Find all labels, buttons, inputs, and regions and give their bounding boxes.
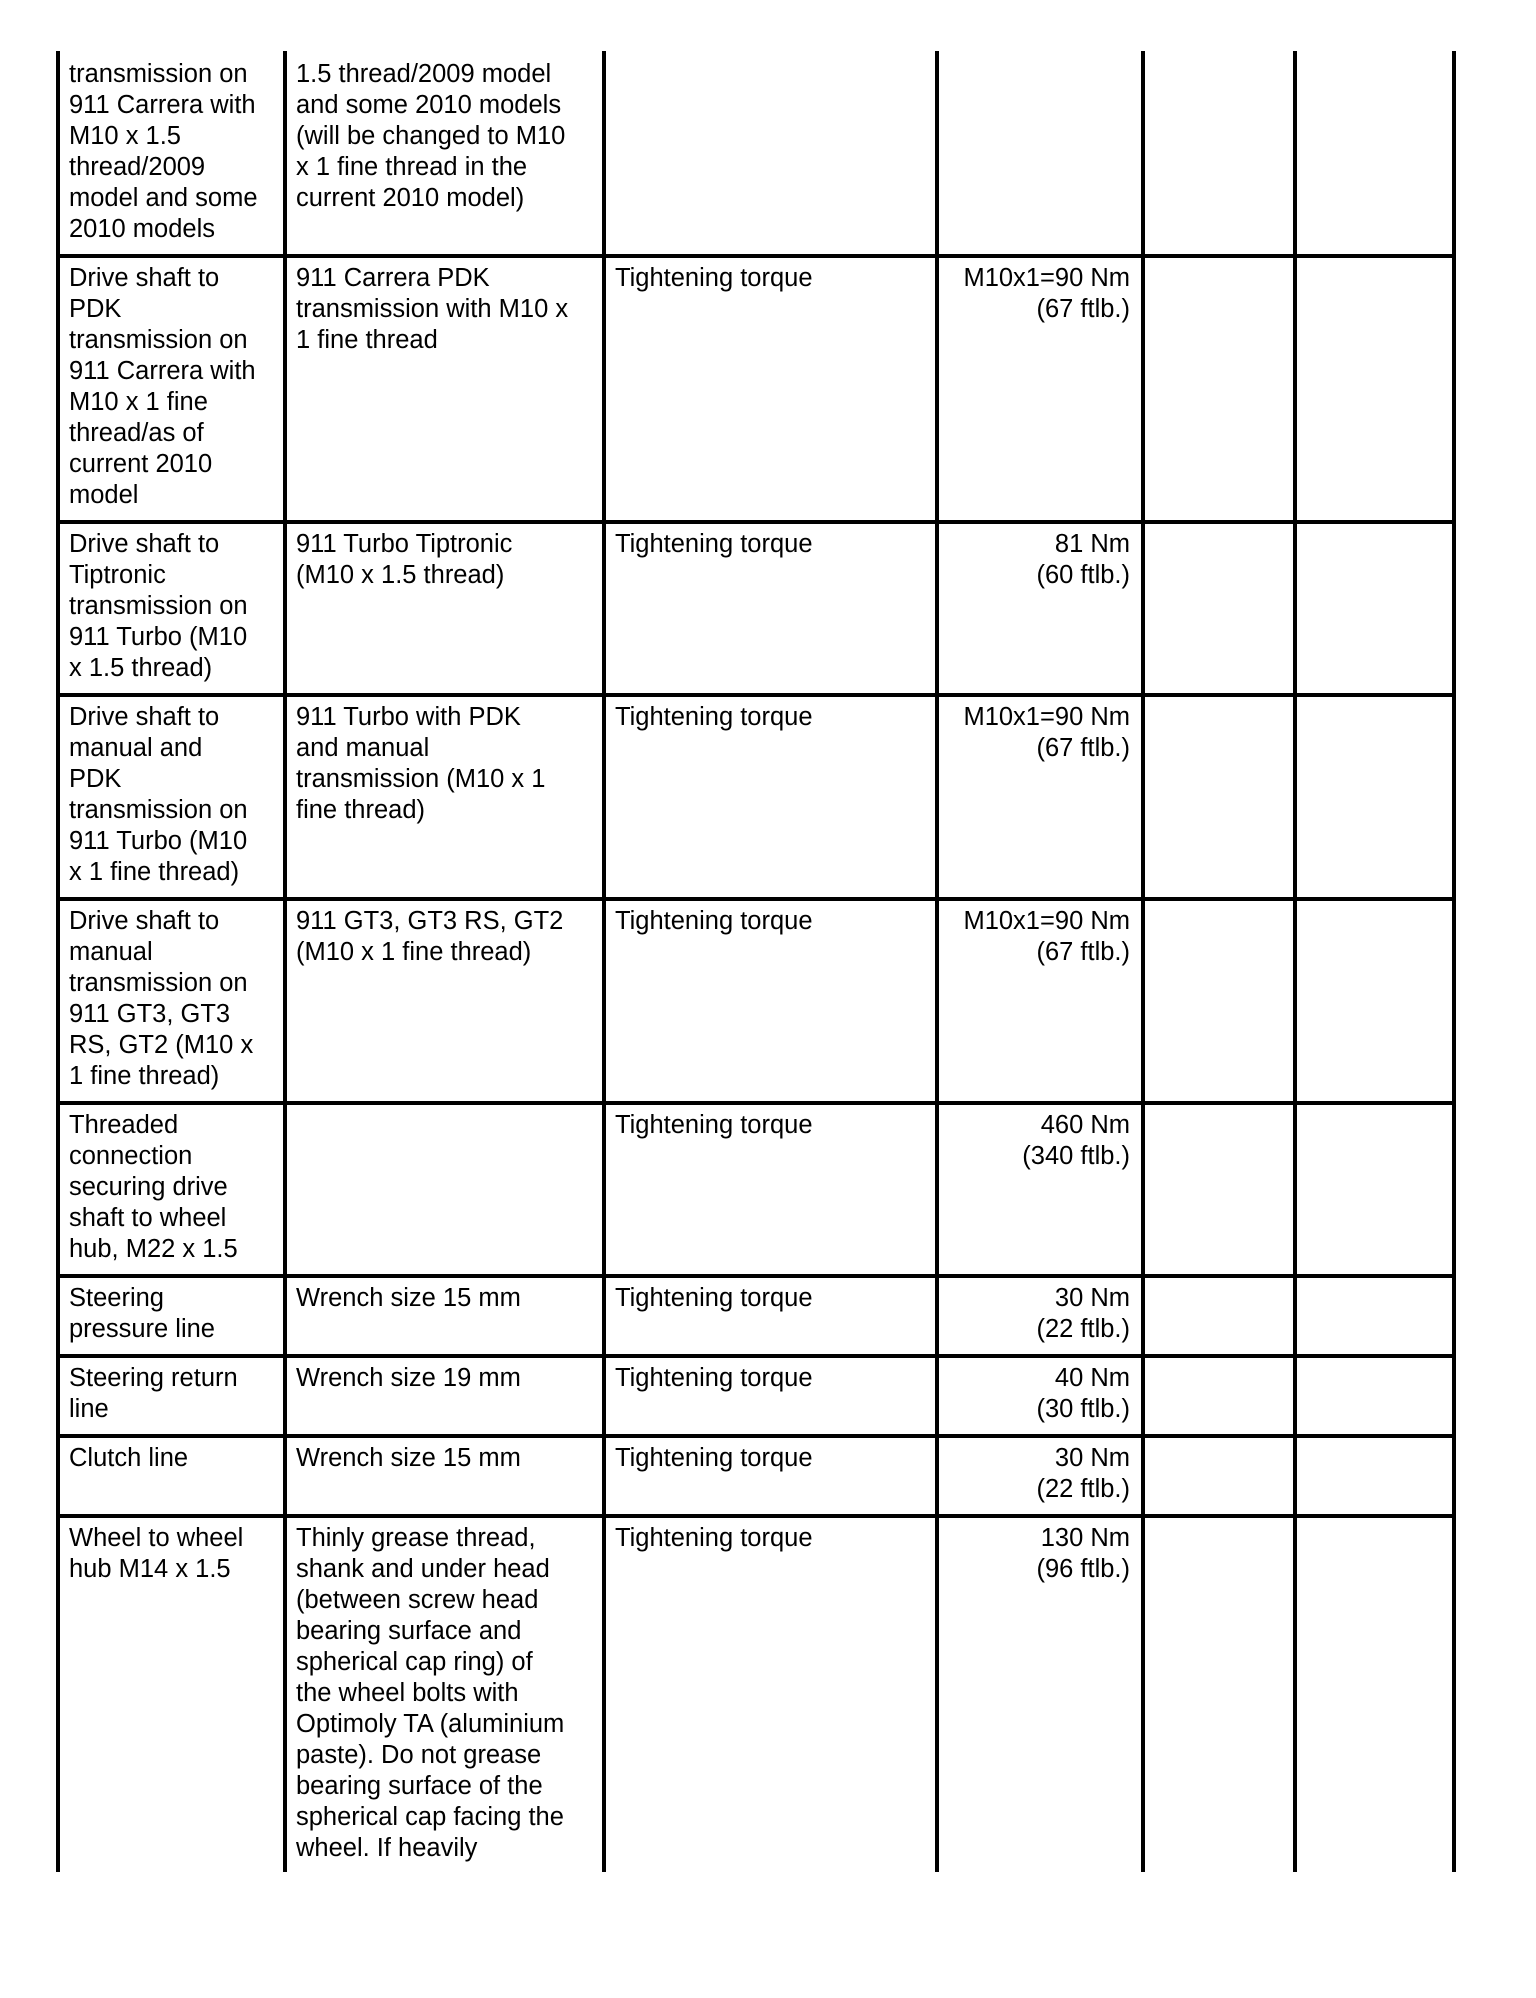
type-cell (604, 1356, 937, 1436)
component-cell (58, 1103, 285, 1276)
component-cell (58, 1436, 285, 1516)
component-cell (58, 1276, 285, 1356)
value-line: (67 ftlb.) (1036, 938, 1130, 966)
note-cell (285, 522, 604, 695)
value-line: (96 ftlb.) (1036, 1555, 1130, 1583)
component-cell (58, 1356, 285, 1436)
note-line: transmission with M10 x (296, 295, 569, 323)
note-line: fine thread) (296, 796, 425, 824)
component-line: Clutch line (69, 1444, 189, 1472)
type-line: Tightening torque (615, 1524, 813, 1552)
component-line: manual and (69, 734, 203, 762)
note-line: paste). Do not grease (296, 1741, 542, 1769)
component-line: Threaded (69, 1111, 179, 1139)
note-cell (285, 256, 604, 522)
type-line: Tightening torque (615, 1284, 813, 1312)
component-line: PDK (69, 765, 122, 793)
component-line: transmission on (69, 796, 248, 824)
note-line: the wheel bolts with (296, 1679, 519, 1707)
empty-cell (1143, 1356, 1295, 1436)
component-line: Tiptronic (69, 561, 166, 589)
component-line: line (69, 1395, 109, 1423)
component-line: transmission on (69, 60, 248, 88)
empty-cell (1295, 522, 1454, 695)
table-row (58, 1356, 1454, 1436)
note-cell (285, 1356, 604, 1436)
value-cell (937, 1276, 1143, 1356)
torque-spec-table (56, 51, 1456, 1872)
note-cell (285, 695, 604, 899)
component-line: 2010 models (69, 215, 216, 243)
note-cell (285, 1276, 604, 1356)
note-line: 1 fine thread (296, 326, 438, 354)
note-line: and manual (296, 734, 430, 762)
component-line: x 1.5 thread) (69, 654, 213, 682)
component-line: hub, M22 x 1.5 (69, 1235, 238, 1263)
component-line: shaft to wheel (69, 1204, 227, 1232)
component-line: 911 Turbo (M10 (69, 623, 248, 651)
type-cell (604, 1103, 937, 1276)
table-row (58, 899, 1454, 1103)
type-line: Tightening torque (615, 907, 813, 935)
value-cell (937, 51, 1143, 256)
value-cell (937, 899, 1143, 1103)
component-line: Drive shaft to (69, 703, 220, 731)
component-line: current 2010 (69, 450, 213, 478)
empty-cell (1143, 695, 1295, 899)
component-cell (58, 899, 285, 1103)
value-cell (937, 1356, 1143, 1436)
table-row (58, 695, 1454, 899)
table-row (58, 51, 1454, 256)
note-line: 911 Carrera PDK (296, 264, 490, 292)
component-line: transmission on (69, 326, 248, 354)
note-line: and some 2010 models (296, 91, 562, 119)
type-cell (604, 51, 937, 256)
note-line: shank and under head (296, 1555, 550, 1583)
component-line: Wheel to wheel (69, 1524, 244, 1552)
component-line: RS, GT2 (M10 x (69, 1031, 254, 1059)
empty-cell (1143, 899, 1295, 1103)
value-cell (937, 1103, 1143, 1276)
type-cell (604, 1276, 937, 1356)
type-cell (604, 1436, 937, 1516)
value-line: (30 ftlb.) (1036, 1395, 1130, 1423)
component-line: 911 GT3, GT3 (69, 1000, 231, 1028)
empty-cell (1143, 256, 1295, 522)
type-line: Tightening torque (615, 1111, 813, 1139)
type-line: Tightening torque (615, 1364, 813, 1392)
component-line: Drive shaft to (69, 907, 220, 935)
component-cell (58, 695, 285, 899)
note-line: x 1 fine thread in the (296, 153, 528, 181)
type-cell (604, 256, 937, 522)
empty-cell (1295, 1516, 1454, 1872)
component-line: manual (69, 938, 153, 966)
value-line: 30 Nm (1054, 1284, 1130, 1312)
note-line: bearing surface of the (296, 1772, 543, 1800)
note-line: bearing surface and (296, 1617, 522, 1645)
component-cell (58, 256, 285, 522)
component-line: 911 Carrera with (69, 357, 256, 385)
note-line: spherical cap ring) of (296, 1648, 533, 1676)
empty-cell (1143, 51, 1295, 256)
type-line: Tightening torque (615, 264, 813, 292)
value-line: (67 ftlb.) (1036, 295, 1130, 323)
component-line: pressure line (69, 1315, 215, 1343)
empty-cell (1295, 695, 1454, 899)
component-line: 911 Carrera with (69, 91, 256, 119)
note-cell (285, 1436, 604, 1516)
value-line: 40 Nm (1054, 1364, 1130, 1392)
empty-cell (1143, 1276, 1295, 1356)
value-cell (937, 522, 1143, 695)
component-line: Drive shaft to (69, 530, 220, 558)
type-cell (604, 695, 937, 899)
empty-cell (1143, 1436, 1295, 1516)
empty-cell (1295, 1103, 1454, 1276)
note-line: transmission (M10 x 1 (296, 765, 546, 793)
note-cell (285, 51, 604, 256)
note-line: spherical cap facing the (296, 1803, 564, 1831)
component-line: 1 fine thread) (69, 1062, 220, 1090)
component-line: model (69, 481, 139, 509)
component-line: transmission on (69, 592, 248, 620)
value-line: 460 Nm (1040, 1111, 1130, 1139)
empty-cell (1143, 1516, 1295, 1872)
note-line: (M10 x 1 fine thread) (296, 938, 532, 966)
component-line: Steering (69, 1284, 164, 1312)
value-line: (67 ftlb.) (1036, 734, 1130, 762)
value-cell (937, 695, 1143, 899)
value-line: 30 Nm (1054, 1444, 1130, 1472)
component-line: connection (69, 1142, 193, 1170)
note-line: (between screw head (296, 1586, 539, 1614)
value-cell (937, 256, 1143, 522)
value-line: (22 ftlb.) (1036, 1315, 1130, 1343)
type-line: Tightening torque (615, 703, 813, 731)
note-line: current 2010 model) (296, 184, 525, 212)
type-cell (604, 899, 937, 1103)
empty-cell (1295, 256, 1454, 522)
component-cell (58, 51, 285, 256)
note-cell (285, 899, 604, 1103)
empty-cell (1295, 1436, 1454, 1516)
value-cell (937, 1436, 1143, 1516)
note-line: Thinly grease thread, (296, 1524, 536, 1552)
value-cell (937, 1516, 1143, 1872)
value-line: M10x1=90 Nm (963, 703, 1130, 731)
type-cell (604, 522, 937, 695)
note-line: 1.5 thread/2009 model (296, 60, 552, 88)
component-line: x 1 fine thread) (69, 858, 240, 886)
note-line: 911 GT3, GT3 RS, GT2 (296, 907, 564, 935)
table-row (58, 1516, 1454, 1872)
component-line: Steering return (69, 1364, 238, 1392)
table-body (58, 51, 1454, 1872)
type-line: Tightening torque (615, 1444, 813, 1472)
table-row (58, 1436, 1454, 1516)
component-line: M10 x 1.5 (69, 122, 181, 150)
component-cell (58, 1516, 285, 1872)
component-cell (58, 522, 285, 695)
table-row (58, 522, 1454, 695)
value-line: M10x1=90 Nm (963, 907, 1130, 935)
note-line: Wrench size 15 mm (296, 1444, 521, 1472)
empty-cell (1143, 1103, 1295, 1276)
component-line: Drive shaft to (69, 264, 220, 292)
note-cell (285, 1516, 604, 1872)
note-line: (M10 x 1.5 thread) (296, 561, 505, 589)
component-line: thread/2009 (69, 153, 206, 181)
component-line: securing drive (69, 1173, 228, 1201)
empty-cell (1143, 522, 1295, 695)
empty-cell (1295, 1276, 1454, 1356)
note-line: 911 Turbo Tiptronic (296, 530, 513, 558)
type-cell (604, 1516, 937, 1872)
value-line: (22 ftlb.) (1036, 1475, 1130, 1503)
note-cell (285, 1103, 604, 1276)
note-line: (will be changed to M10 (296, 122, 566, 150)
value-line: 81 Nm (1054, 530, 1130, 558)
component-line: M10 x 1 fine (69, 388, 208, 416)
table-row (58, 256, 1454, 522)
empty-cell (1295, 1356, 1454, 1436)
note-line: 911 Turbo with PDK (296, 703, 521, 731)
note-line: Wrench size 19 mm (296, 1364, 521, 1392)
component-line: thread/as of (69, 419, 204, 447)
note-line: Wrench size 15 mm (296, 1284, 521, 1312)
value-line: 130 Nm (1040, 1524, 1130, 1552)
value-line: (340 ftlb.) (1022, 1142, 1130, 1170)
empty-cell (1295, 51, 1454, 256)
component-line: 911 Turbo (M10 (69, 827, 248, 855)
component-line: transmission on (69, 969, 248, 997)
table-row (58, 1103, 1454, 1276)
component-line: PDK (69, 295, 122, 323)
value-line: M10x1=90 Nm (963, 264, 1130, 292)
table-row (58, 1276, 1454, 1356)
value-line: (60 ftlb.) (1036, 561, 1130, 589)
component-line: hub M14 x 1.5 (69, 1555, 231, 1583)
empty-cell (1295, 899, 1454, 1103)
component-line: model and some (69, 184, 258, 212)
type-line: Tightening torque (615, 530, 813, 558)
note-line: wheel. If heavily (296, 1834, 478, 1862)
note-line: Optimoly TA (aluminium (296, 1710, 565, 1738)
